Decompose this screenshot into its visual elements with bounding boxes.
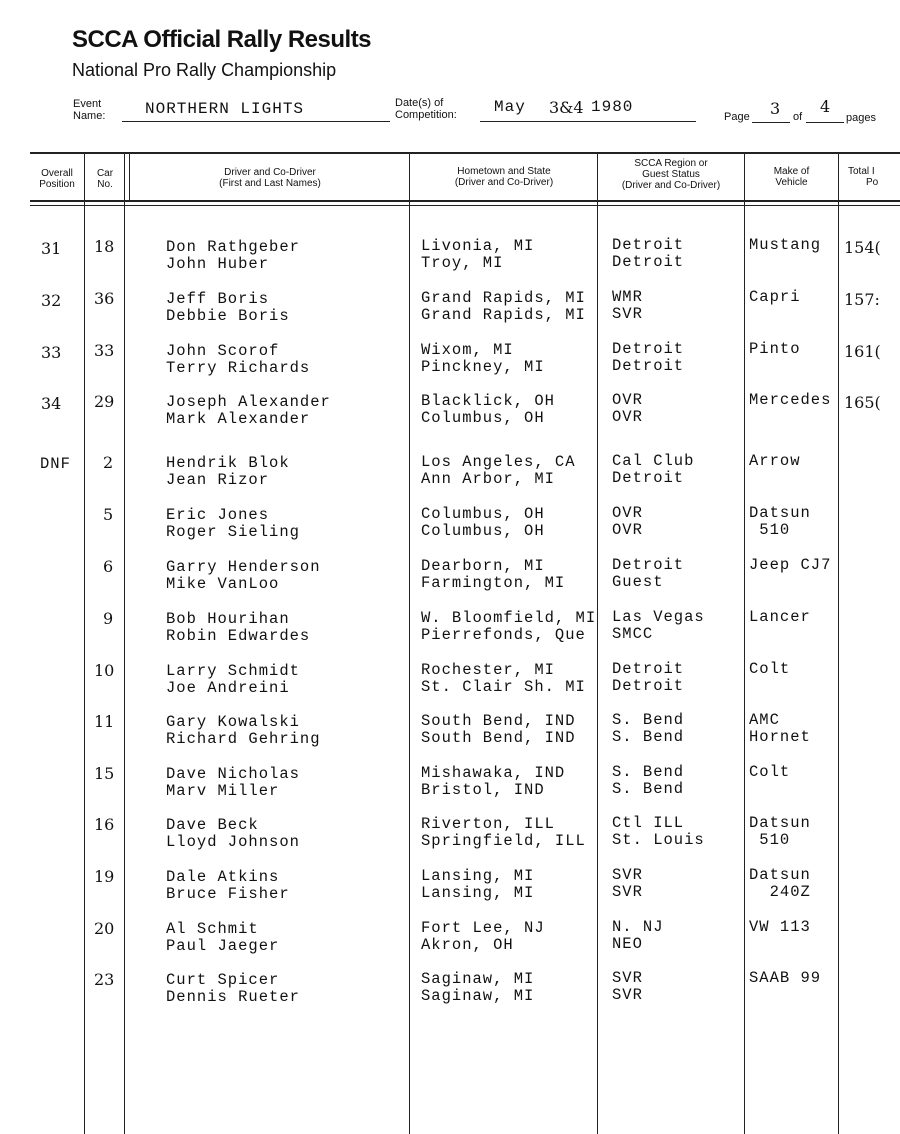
car-number: 23	[94, 970, 115, 989]
car-number: 18	[94, 237, 115, 256]
overall-position: 33	[41, 343, 62, 362]
scca-regions: Las Vegas SMCC	[612, 608, 705, 643]
col-divider-5	[744, 152, 745, 1134]
hometowns: Livonia, MI Troy, MI	[421, 237, 535, 272]
col-divider-2	[124, 152, 125, 1134]
hometowns: Wixom, MI Pinckney, MI	[421, 341, 545, 376]
header-double-rule	[30, 205, 900, 206]
scca-regions: Detroit Detroit	[612, 340, 685, 375]
car-number: 11	[94, 712, 115, 731]
header-total: Total I Po	[848, 166, 879, 188]
driver-names: Dave Nicholas Marv Miller	[166, 765, 300, 800]
form-title: SCCA Official Rally Results	[72, 26, 372, 53]
car-number: 19	[94, 867, 115, 886]
of-label: of	[793, 111, 803, 123]
hometowns: Lansing, MI Lansing, MI	[421, 867, 535, 902]
scca-regions: N. NJ NEO	[612, 918, 664, 953]
header-region: SCCA Region or Guest Status (Driver and Co-Driver)	[621, 158, 721, 191]
car-number: 15	[94, 764, 115, 783]
vehicle-make: Colt	[749, 660, 791, 678]
car-number: 29	[94, 392, 115, 411]
car-number: 36	[94, 289, 115, 308]
driver-names: Al Schmit Paul Jaeger	[166, 920, 280, 955]
vehicle-make: Mustang	[749, 236, 822, 254]
hometowns: Blacklick, OH Columbus, OH	[421, 392, 555, 427]
vehicle-make: Jeep CJ7	[749, 556, 832, 574]
col-divider-1	[84, 152, 85, 1134]
car-number: 16	[94, 815, 115, 834]
vehicle-make: Arrow	[749, 452, 801, 470]
dates-label: Date(s) of Competition:	[395, 97, 457, 121]
scca-regions: Cal Club Detroit	[612, 452, 695, 487]
total-points: 165(	[844, 394, 881, 411]
form-subtitle: National Pro Rally Championship	[72, 60, 337, 80]
hometowns: Grand Rapids, MI Grand Rapids, MI	[421, 289, 586, 324]
scca-regions: SVR SVR	[612, 969, 643, 1004]
hometowns: Mishawaka, IND Bristol, IND	[421, 764, 566, 799]
hometowns: Dearborn, MI Farmington, MI	[421, 557, 566, 592]
overall-position: 31	[41, 239, 62, 258]
col-divider-4	[597, 152, 598, 1134]
date-month: May	[494, 98, 526, 116]
hometowns: Saginaw, MI Saginaw, MI	[421, 970, 535, 1005]
car-number: 33	[94, 341, 115, 360]
hometowns: Riverton, ILL Springfield, ILL	[421, 815, 586, 850]
overall-position: 34	[41, 394, 62, 413]
driver-names: Bob Hourihan Robin Edwardes	[166, 610, 311, 645]
col-divider-6	[838, 152, 839, 1134]
total-points: 157:	[844, 291, 880, 308]
vehicle-make: Capri	[749, 288, 801, 306]
hometowns: Fort Lee, NJ Akron, OH	[421, 919, 545, 954]
car-number: 2	[103, 453, 114, 472]
driver-names: Curt Spicer Dennis Rueter	[166, 971, 300, 1006]
hometowns: South Bend, IND South Bend, IND	[421, 712, 576, 747]
driver-names: Hendrik Blok Jean Rizor	[166, 454, 290, 489]
scca-regions: Detroit Guest	[612, 556, 685, 591]
car-number: 5	[103, 505, 114, 524]
car-number: 10	[94, 661, 115, 680]
vehicle-make: SAAB 99	[749, 969, 822, 987]
driver-names: Eric Jones Roger Sieling	[166, 506, 300, 541]
page-total: 4	[820, 97, 831, 116]
vehicle-make: Colt	[749, 763, 791, 781]
driver-names: Larry Schmidt Joe Andreini	[166, 662, 300, 697]
total-points: 154(	[844, 239, 881, 256]
hometowns: Los Angeles, CA Ann Arbor, MI	[421, 453, 576, 488]
vehicle-make: Mercedes	[749, 391, 832, 409]
table-top-rule	[30, 152, 900, 154]
vehicle-make: Datsun 510	[749, 504, 811, 539]
driver-names: Don Rathgeber John Huber	[166, 238, 300, 273]
vehicle-make: Datsun 510	[749, 814, 811, 849]
page-number-underline	[752, 122, 790, 123]
hometowns: W. Bloomfield, MI Pierrefonds, Que	[421, 609, 597, 644]
date-year: 1980	[591, 98, 634, 116]
header-driver: Driver and Co-Driver (First and Last Names)	[219, 167, 321, 189]
header-bottom-rule	[30, 200, 900, 202]
scca-regions: S. Bend S. Bend	[612, 711, 685, 746]
total-points: 161(	[844, 343, 881, 360]
scca-regions: SVR SVR	[612, 866, 643, 901]
date-days: 3&4	[549, 98, 584, 117]
page-label: Page	[724, 111, 750, 123]
page-number: 3	[770, 99, 781, 118]
driver-names: Garry Henderson Mike VanLoo	[166, 558, 321, 593]
driver-names: Joseph Alexander Mark Alexander	[166, 393, 331, 428]
car-number: 20	[94, 919, 115, 938]
hometowns: Columbus, OH Columbus, OH	[421, 505, 545, 540]
header-position: Overall Position	[39, 168, 75, 190]
dates-underline	[480, 121, 696, 122]
vehicle-make: Pinto	[749, 340, 801, 358]
overall-position: DNF	[40, 455, 71, 473]
car-number: 9	[103, 609, 114, 628]
scca-regions: OVR OVR	[612, 391, 643, 426]
header-make: Make of Vehicle	[773, 166, 810, 188]
driver-names: Dave Beck Lloyd Johnson	[166, 816, 300, 851]
col-divider-3	[409, 152, 410, 1134]
driver-names: Jeff Boris Debbie Boris	[166, 290, 290, 325]
vehicle-make: Datsun 240Z	[749, 866, 811, 901]
vehicle-make: Lancer	[749, 608, 811, 626]
event-label: Event Name:	[73, 98, 106, 122]
hometowns: Rochester, MI St. Clair Sh. MI	[421, 661, 586, 696]
page-total-underline	[806, 122, 844, 123]
driver-names: Dale Atkins Bruce Fisher	[166, 868, 290, 903]
vehicle-make: VW 113	[749, 918, 811, 936]
car-number: 6	[103, 557, 114, 576]
driver-names: Gary Kowalski Richard Gehring	[166, 713, 321, 748]
scca-regions: WMR SVR	[612, 288, 643, 323]
pages-label: pages	[846, 112, 876, 124]
scca-regions: S. Bend S. Bend	[612, 763, 685, 798]
scca-regions: Ctl ILL St. Louis	[612, 814, 705, 849]
scca-regions: Detroit Detroit	[612, 660, 685, 695]
header-hometown: Hometown and State (Driver and Co-Driver)	[454, 166, 554, 188]
vehicle-make: AMC Hornet	[749, 711, 811, 746]
scca-regions: OVR OVR	[612, 504, 643, 539]
scca-regions: Detroit Detroit	[612, 236, 685, 271]
event-name-underline	[122, 121, 390, 122]
event-name: NORTHERN LIGHTS	[145, 100, 305, 118]
header-car-no: Car No.	[96, 168, 114, 190]
overall-position: 32	[41, 291, 62, 310]
driver-names: John Scorof Terry Richards	[166, 342, 311, 377]
